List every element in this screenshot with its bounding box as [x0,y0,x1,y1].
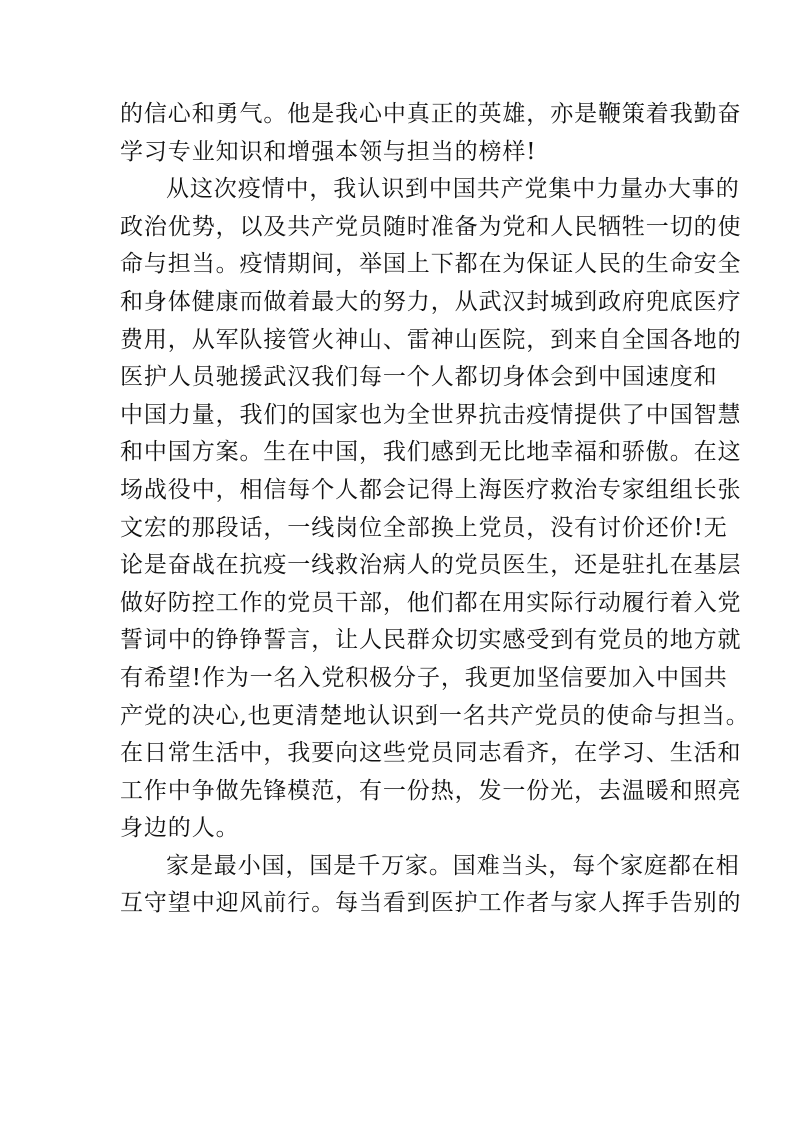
text-line: 家是最小国，国是千万家。国难当头，每个家庭都在相 [166,852,740,879]
text-line: 场战役中，相信每个人都会记得上海医疗救治专家组组长张 [120,476,742,503]
text-line: 有希望!作为一名入党积极分子，我更加坚信要加入中国共 [120,664,728,691]
text-line: 论是奋战在抗疫一线救治病人的党员医生，还是驻扎在基层 [120,552,742,579]
text-line: 工作中争做先锋模范，有一份热，发一份光，去温暖和照亮 [120,777,742,804]
text-line: 和中国方案。生在中国，我们感到无比地幸福和骄傲。在这 [120,439,742,466]
text-line: 政治优势，以及共产党员随时准备为党和人民牺牲一切的使 [120,213,742,240]
text-line: 誓词中的铮铮誓言，让人民群众切实感受到有党员的地方就 [120,627,742,654]
text-line: 互守望中迎风前行。每当看到医护工作者与家人挥手告别的 [120,890,742,917]
text-line: 的信心和勇气。他是我心中真正的英雄，亦是鞭策着我勤奋 [120,101,742,127]
text-line: 从这次疫情中，我认识到中国共产党集中力量办大事的 [166,176,740,203]
text-line: 学习专业知识和增强本领与担当的榜样! [120,138,537,165]
text-line: 中国力量，我们的国家也为全世界抗击疫情提供了中国智慧 [120,401,742,428]
paragraph-3 [120,848,742,923]
text-line: 医护人员驰援武汉我们每一个人都切身体会到中国速度和 [120,364,718,391]
paragraph-1 [120,96,742,171]
text-line: 费用，从军队接管火神山、雷神山医院，到来自全国各地的 [120,326,742,353]
text-line: 和身体健康而做着最大的努力，从武汉封城到政府兜底医疗 [120,288,742,315]
text-line: 产党的决心,也更清楚地认识到一名共产党员的使命与担当。 [120,702,750,729]
document-body [120,96,750,923]
paragraph-2 [120,171,750,848]
text-line: 文宏的那段话，一线岗位全部换上党员，没有讨价还价!无 [120,514,728,541]
text-line: 在日常生活中，我要向这些党员同志看齐，在学习、生活和 [120,740,742,767]
text-line: 身边的人。 [120,815,240,842]
text-line: 命与担当。疫情期间，举国上下都在为保证人民的生命安全 [120,251,742,278]
text-line: 做好防控工作的党员干部，他们都在用实际行动履行着入党 [120,589,742,616]
